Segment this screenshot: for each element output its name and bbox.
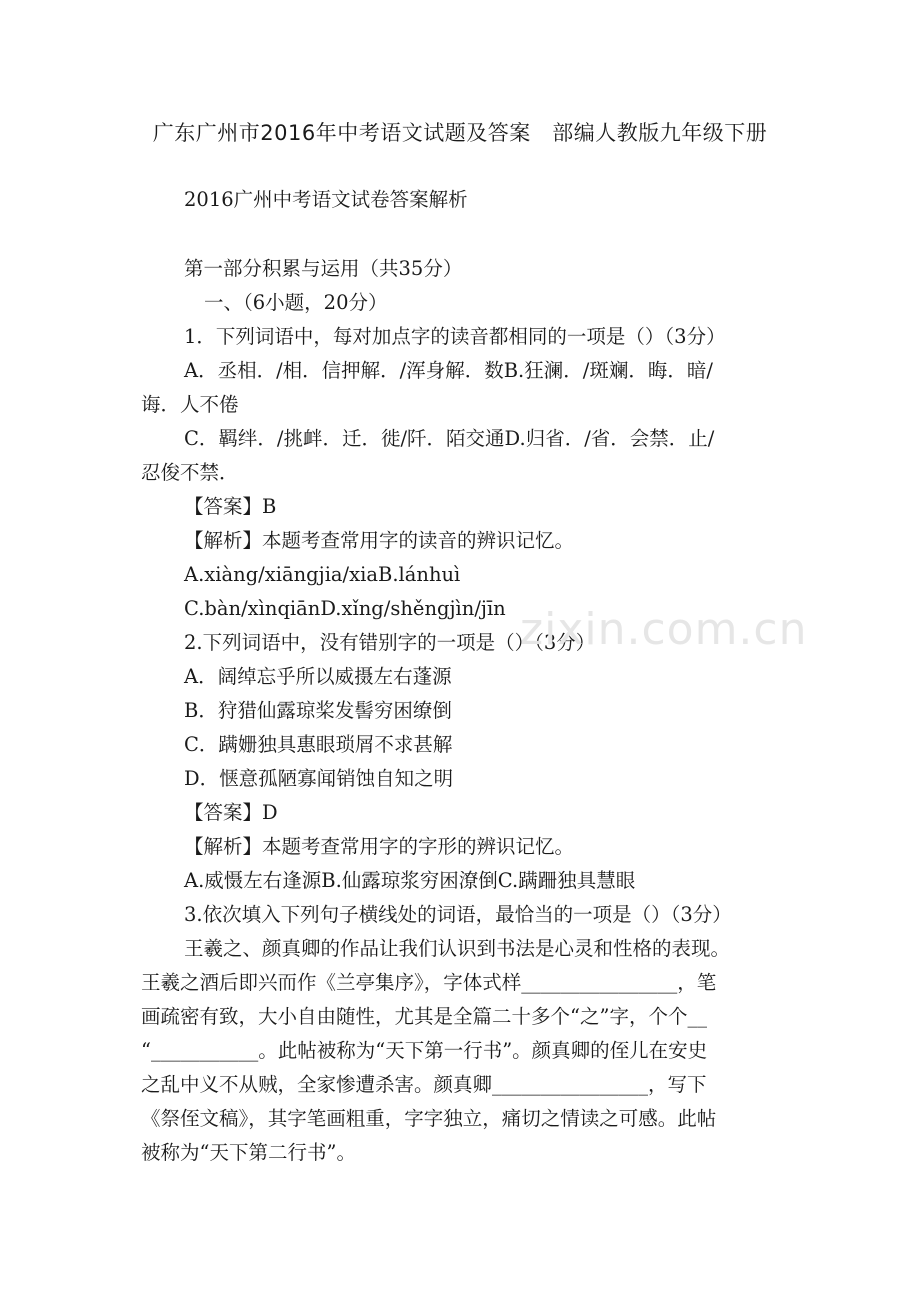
question-3-passage-1: 王羲之、颜真卿的作品让我们认识到书法是心灵和性格的表现。	[184, 937, 731, 960]
question-3-passage-4: “___________。此帖被称为“天下第一行书”。颜真卿的侄儿在安史	[141, 1039, 708, 1062]
question-3-passage-6: 《祭侄文稿》，其字笔画粗重，字字独立，痛切之情读之可感。此帖	[141, 1107, 717, 1130]
subtitle: 2016广州中考语文试卷答案解析	[184, 188, 468, 211]
question-2-option-c: C．蹒姗独具惠眼琐屑不求甚解	[184, 733, 453, 756]
question-1: 1．下列词语中，每对加点字的读音都相同的一项是（）（3分）	[184, 325, 726, 348]
question-3-passage-3: 画疏密有致，大小自由随性，尤其是全篇二十多个“之”字，个个__	[141, 1005, 707, 1028]
analysis-1-pinyin-ab: A.xiàng/xiāngjia/xiaB.lánhuì	[184, 563, 461, 586]
analysis-2: 【解析】本题考查常用字的字形的辨识记忆。	[184, 835, 575, 858]
question-1-options-cd-cont: 忍俊不禁．	[141, 461, 239, 484]
question-3-passage-5: 之乱中义不从贼，全家惨遭杀害。颜真卿________________，写下	[141, 1073, 707, 1096]
question-1-options-cd: C．羁绊．/挑衅．迁．徙/阡．陌交通D.归省．/省．会禁．止/	[184, 427, 715, 450]
document-title: 广东广州市2016年中考语文试题及答案 部编人教版九年级下册	[152, 121, 768, 145]
question-1-options-ab: A．丞相．/相．信押解．/浑身解．数B.狂澜．/斑斓．晦．暗/	[184, 359, 713, 382]
question-1-options-ab-cont: 诲．人不倦	[141, 393, 239, 416]
question-2-option-b: B．狩猎仙露琼桨发髻穷困缭倒	[184, 699, 452, 722]
question-3-passage-2: 王羲之酒后即兴而作《兰亭集序》，字体式样________________，笔	[141, 971, 717, 994]
watermark: zixin.com.cn	[520, 604, 808, 655]
analysis-1-pinyin-cd: C.bàn/xìnqiānD.xǐng/shěngjìn/jīn	[184, 597, 506, 620]
question-2-option-d: D．惬意孤陋寡闻销蚀自知之明	[184, 767, 454, 790]
analysis-1: 【解析】本题考查常用字的读音的辨识记忆。	[184, 529, 575, 552]
question-2-option-a: A．阔绰忘乎所以威摄左右蓬源	[184, 665, 452, 688]
analysis-2-corrections: A.威慑左右逢源B.仙露琼浆穷困潦倒C.蹒跚独具慧眼	[184, 869, 636, 892]
subsection-heading: 一、（6小题，20分）	[204, 291, 388, 314]
answer-1: 【答案】B	[184, 495, 277, 518]
question-3: 3.依次填入下列句子横线处的词语，最恰当的一项是（）（3分）	[184, 903, 732, 926]
answer-2: 【答案】D	[184, 801, 278, 824]
question-2: 2.下列词语中，没有错别字的一项是（）（3分）	[184, 631, 596, 654]
section-heading: 第一部分积累与运用（共35分）	[184, 257, 463, 280]
question-3-passage-7: 被称为“天下第二行书”。	[141, 1141, 356, 1164]
